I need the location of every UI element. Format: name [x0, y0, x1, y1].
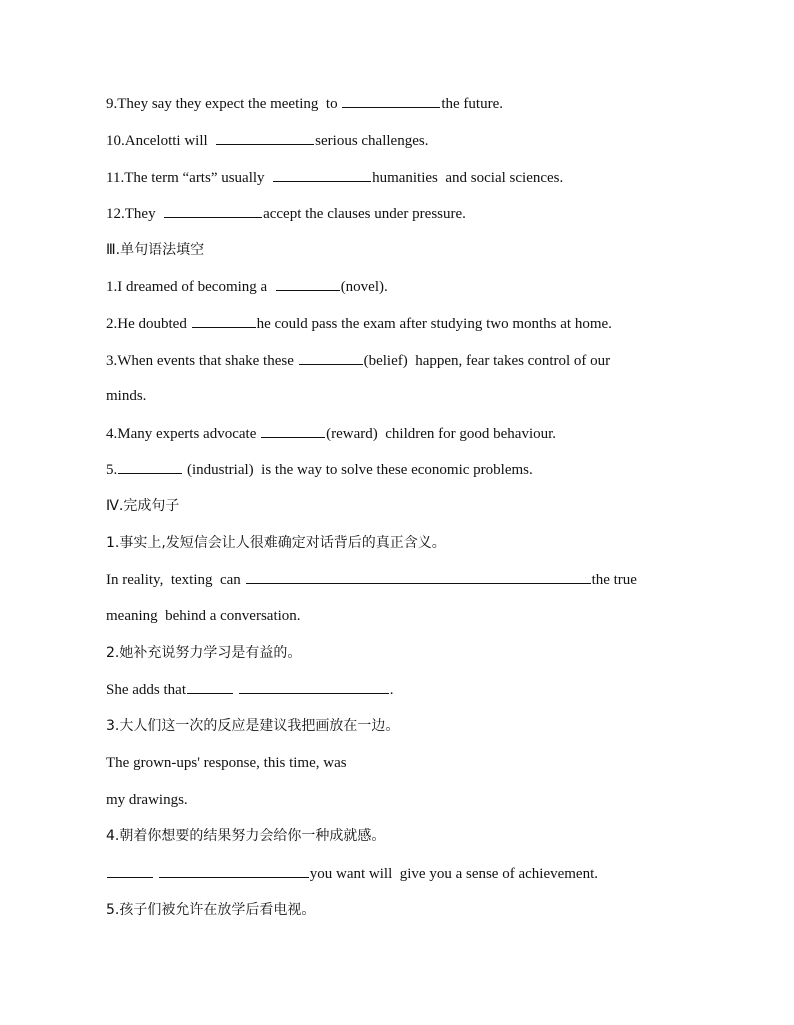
grammar-question-2	[106, 313, 612, 334]
question-text: 12.They	[106, 206, 164, 222]
question-text: (belief) happen, fear takes control of our	[363, 353, 611, 369]
question-text: 3.When events that shake these	[106, 353, 298, 369]
sentence-1-chinese: 1.事实上,发短信会让人很难确定对话背后的真正含义。	[106, 535, 446, 551]
question-text: accept the clauses under pressure.	[263, 206, 466, 222]
question-text: 2.He doubted	[106, 316, 191, 332]
question-text: 4.Many experts advocate	[106, 426, 261, 442]
grammar-question-3-continued: minds.	[106, 388, 147, 404]
answer-blank[interactable]	[107, 863, 153, 878]
answer-blank[interactable]	[216, 130, 314, 145]
answer-blank[interactable]	[118, 459, 182, 474]
answer-blank[interactable]	[187, 679, 233, 694]
section-heading-complete-sentences: Ⅳ.完成句子	[106, 498, 180, 514]
sentence-3-continued: my drawings.	[106, 792, 188, 808]
answer-blank[interactable]	[299, 350, 363, 365]
sentence-4-english	[106, 863, 598, 884]
question-text: 10.Ancelotti will	[106, 133, 216, 149]
sentence-1-english	[106, 569, 637, 590]
question-text: (novel).	[340, 279, 388, 295]
question-text: serious challenges.	[315, 133, 429, 149]
question-text: She adds that	[106, 682, 186, 698]
grammar-question-3	[106, 350, 610, 371]
question-10	[106, 130, 428, 151]
question-text: he could pass the exam after studying two months at home.	[256, 316, 612, 332]
answer-blank[interactable]	[246, 569, 591, 584]
sentence-1-continued: meaning behind a conversation.	[106, 608, 301, 624]
sentence-5-chinese: 5.孩子们被允许在放学后看电视。	[106, 902, 316, 918]
question-text: In reality, texting can	[106, 572, 245, 588]
question-9	[106, 93, 503, 114]
grammar-question-4	[106, 423, 556, 444]
question-text: (industrial) is the way to solve these economic problems.	[183, 462, 533, 478]
question-text: (reward) children for good behaviour.	[326, 426, 557, 442]
grammar-question-5	[106, 459, 533, 480]
sentence-2-chinese: 2.她补充说努力学习是有益的。	[106, 645, 302, 661]
sentence-2-english	[106, 679, 394, 700]
question-text: 5.	[106, 462, 118, 478]
section-heading-grammar: Ⅲ.单句语法填空	[106, 242, 205, 258]
question-text: 1.I dreamed of becoming a	[106, 279, 275, 295]
question-12	[106, 203, 466, 224]
question-text: .	[389, 682, 394, 698]
sentence-3-chinese: 3.大人们这一次的反应是建议我把画放在一边。	[106, 718, 400, 734]
answer-blank[interactable]	[164, 203, 262, 218]
answer-blank[interactable]	[261, 423, 325, 438]
answer-blank[interactable]	[159, 863, 309, 878]
sentence-3-english: The grown-ups' response, this time, was	[106, 755, 347, 771]
question-text: humanities and social sciences.	[372, 170, 564, 186]
grammar-question-1	[106, 276, 388, 297]
question-11	[106, 167, 563, 188]
sentence-4-chinese: 4.朝着你想要的结果努力会给你一种成就感。	[106, 828, 386, 844]
question-text: the future.	[441, 96, 503, 112]
question-text: the true	[591, 572, 637, 588]
answer-blank[interactable]	[273, 167, 371, 182]
question-text: 11.The term “arts” usually	[106, 170, 273, 186]
question-text: you want will give you a sense of achievement.	[309, 866, 599, 882]
answer-blank[interactable]	[342, 93, 440, 108]
answer-blank[interactable]	[276, 276, 340, 291]
answer-blank[interactable]	[239, 679, 389, 694]
answer-blank[interactable]	[192, 313, 256, 328]
question-text: 9.They say they expect the meeting to	[106, 96, 342, 112]
